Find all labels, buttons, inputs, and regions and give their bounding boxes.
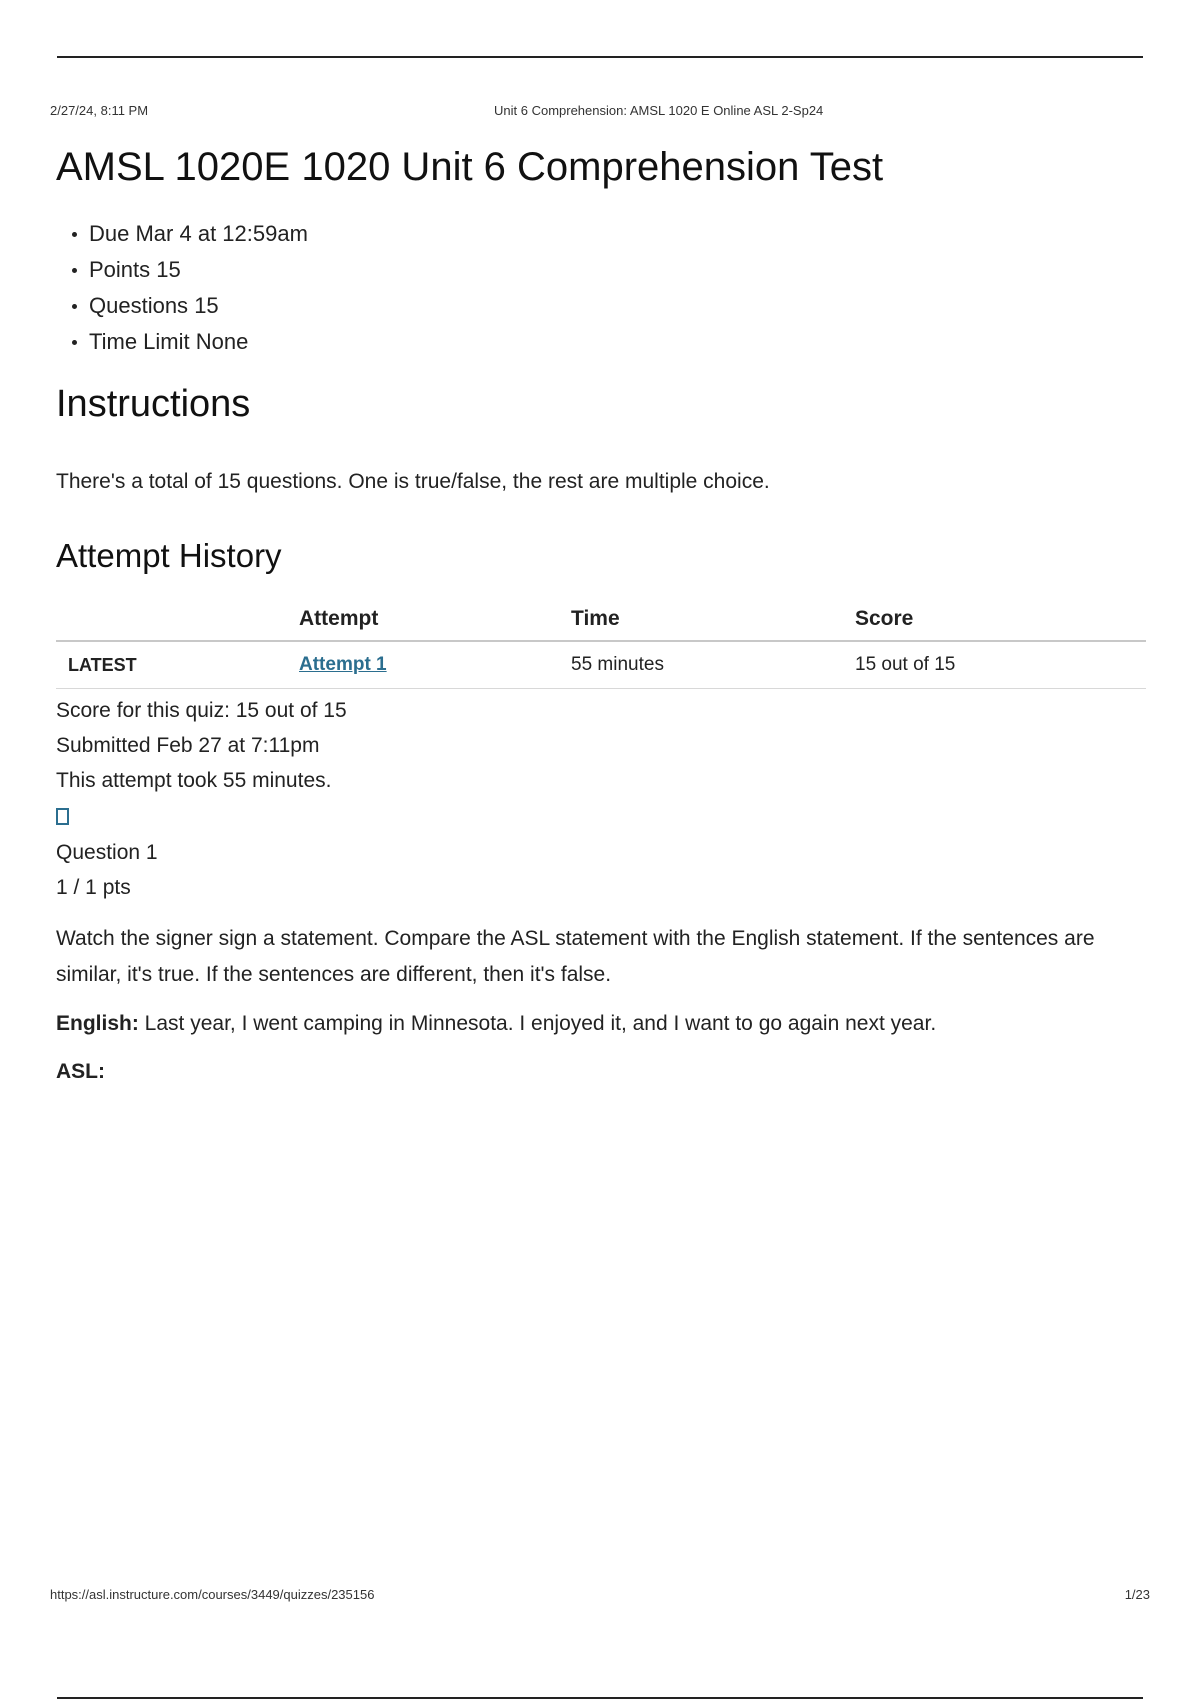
meta-questions [89, 288, 1146, 324]
column-header-time: Time [571, 598, 855, 641]
column-header-score: Score [855, 598, 1146, 641]
meta-due [89, 216, 1146, 252]
quiz-score-text: Score for this quiz: 15 out of 15 [56, 699, 347, 722]
meta-time-limit-label: Time Limit [89, 329, 190, 354]
attempt-table-header-row [56, 598, 1146, 641]
meta-points-label: Points [89, 257, 151, 282]
main-content [56, 140, 1146, 1087]
meta-time-limit-value: None [195, 329, 249, 354]
attempt-duration-text: This attempt took 55 minutes. [56, 769, 332, 792]
quiz-meta-list [56, 216, 1146, 360]
print-url: https://asl.instructure.com/courses/3449/quizzes/235156 [50, 1587, 375, 1602]
attempt-cell [299, 641, 571, 689]
question-header [56, 835, 1146, 905]
meta-points-value: 15 [156, 257, 181, 282]
attempt-1-link[interactable]: Attempt 1 [299, 654, 387, 675]
attempt-status-latest: LATEST [56, 641, 299, 689]
attempt-history-table [56, 598, 1146, 689]
column-header-attempt: Attempt [299, 598, 571, 641]
top-rule [57, 56, 1143, 58]
attempt-time: 55 minutes [571, 641, 855, 689]
question-points: 1 / 1 pts [56, 876, 131, 899]
print-header [50, 103, 1150, 119]
question-title: Question 1 [56, 841, 158, 864]
quiz-summary [56, 693, 1146, 798]
quiz-title: AMSL 1020E 1020 Unit 6 Comprehension Test [56, 145, 884, 189]
attempt-history-heading: Attempt History [56, 537, 282, 574]
table-row [56, 641, 1146, 689]
meta-questions-value: 15 [194, 293, 219, 318]
instructions-text: There's a total of 15 questions. One is true/false, the rest are multiple choice. [56, 470, 770, 493]
meta-points [89, 252, 1146, 288]
meta-time-limit [89, 324, 1146, 360]
instructions-heading: Instructions [56, 383, 251, 425]
meta-questions-label: Questions [89, 293, 189, 318]
question-instructions: Watch the signer sign a statement. Compare the ASL statement with the English statement. If the sentences are similar, it's true. If the sentences are different, then it's false. [56, 927, 1095, 986]
attempt-score: 15 out of 15 [855, 641, 1146, 689]
question-asl-label: ASL: [56, 1060, 105, 1083]
print-page-title: Unit 6 Comprehension: AMSL 1020 E Online ASL 2-Sp24 [494, 103, 824, 118]
flag-question-icon[interactable] [56, 808, 69, 825]
print-footer [50, 1587, 1150, 1603]
bottom-rule [57, 1697, 1143, 1699]
print-date: 2/27/24, 8:11 PM [50, 103, 149, 118]
english-label: English: [56, 1012, 139, 1035]
print-page-number: 1/23 [1124, 1587, 1150, 1602]
column-header-status [56, 598, 299, 641]
english-text: Last year, I went camping in Minnesota. I enjoyed it, and I want to go again next year. [138, 1012, 937, 1035]
meta-due-label: Due [89, 221, 130, 246]
meta-due-value: Mar 4 at 12:59am [135, 221, 308, 246]
question-english-statement [56, 1009, 1146, 1039]
submitted-text: Submitted Feb 27 at 7:11pm [56, 734, 320, 757]
